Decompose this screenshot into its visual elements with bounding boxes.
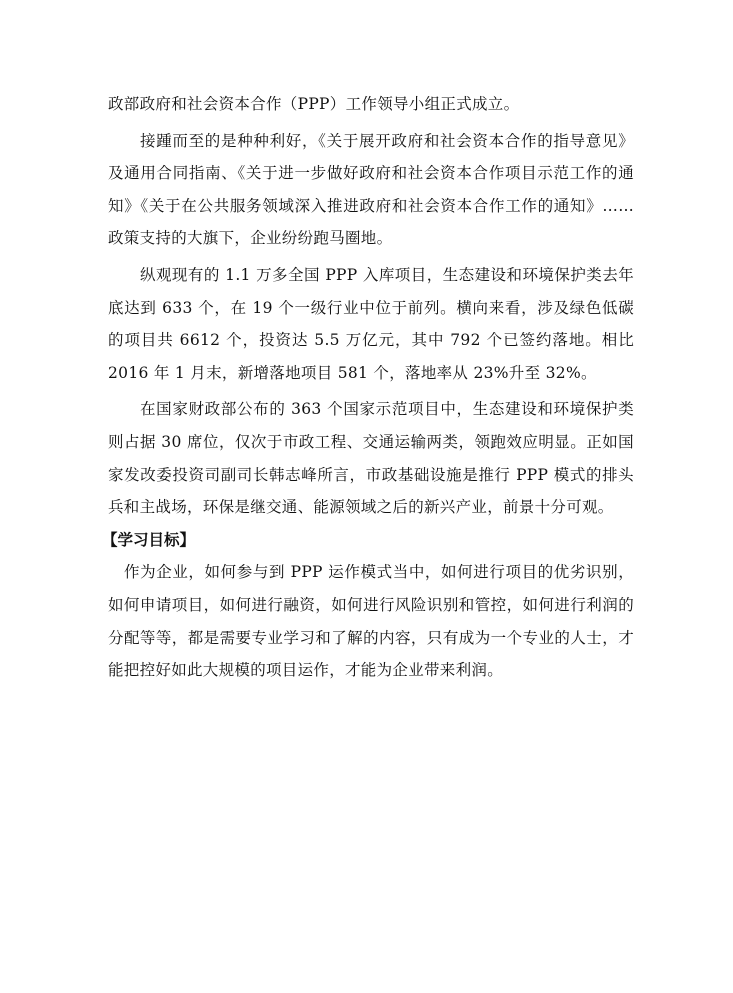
paragraph-policy-benefits: 接踵而至的是种种利好，《关于展开政府和社会资本合作的指导意见》及通用合同指南、《关于进一步做好政府和社会资本合作项目示范工作的通知》《关于在公共服务领域深入推进政府和社会资本合作工作的通知》……政策支持的大旗下，企业纷纷跑马圈地。 [108,131,634,248]
paragraph-continuation: 政部政府和社会资本合作（PPP）工作领导小组正式成立。 [108,95,520,113]
paragraph-learning-goals: 作为企业，如何参与到 PPP 运作模式当中，如何进行项目的优劣识别，如何申请项目，如何进行融资，如何进行风险识别和管控，如何进行利润的分配等等，都是需要专业学习和了解的内容，只有成为一个专业的人士，才能把控好如此大规模的项目运作，才能为企业带来利润。 [108,563,634,680]
paragraph-project-statistics: 纵观现有的 1.1 万多全国 PPP 入库项目，生态建设和环境保护类去年底达到 633 个，在 19 个一级行业中位于前列。横向来看，涉及绿色低碳的项目共 6612 个，投资达 5.5 万亿元，其中 792 个已签约落地。相比 2016 年 1 月末，新增落地项目 581 个，落地率从 23%升至 32%。 [108,265,634,382]
section-heading-learning-goals: 【学习目标】 [102,530,196,549]
document-page [102,88,634,687]
paragraph-demonstration-projects: 在国家财政部公布的 363 个国家示范项目中，生态建设和环境保护类则占据 30 席位，仅次于市政工程、交通运输两类，领跑效应明显。正如国家发改委投资司副司长韩志峰所言，市政基础设施是推行 PPP 模式的排头兵和主战场，环保是继交通、能源领域之后的新兴产业，前景十分可观。 [108,400,634,517]
